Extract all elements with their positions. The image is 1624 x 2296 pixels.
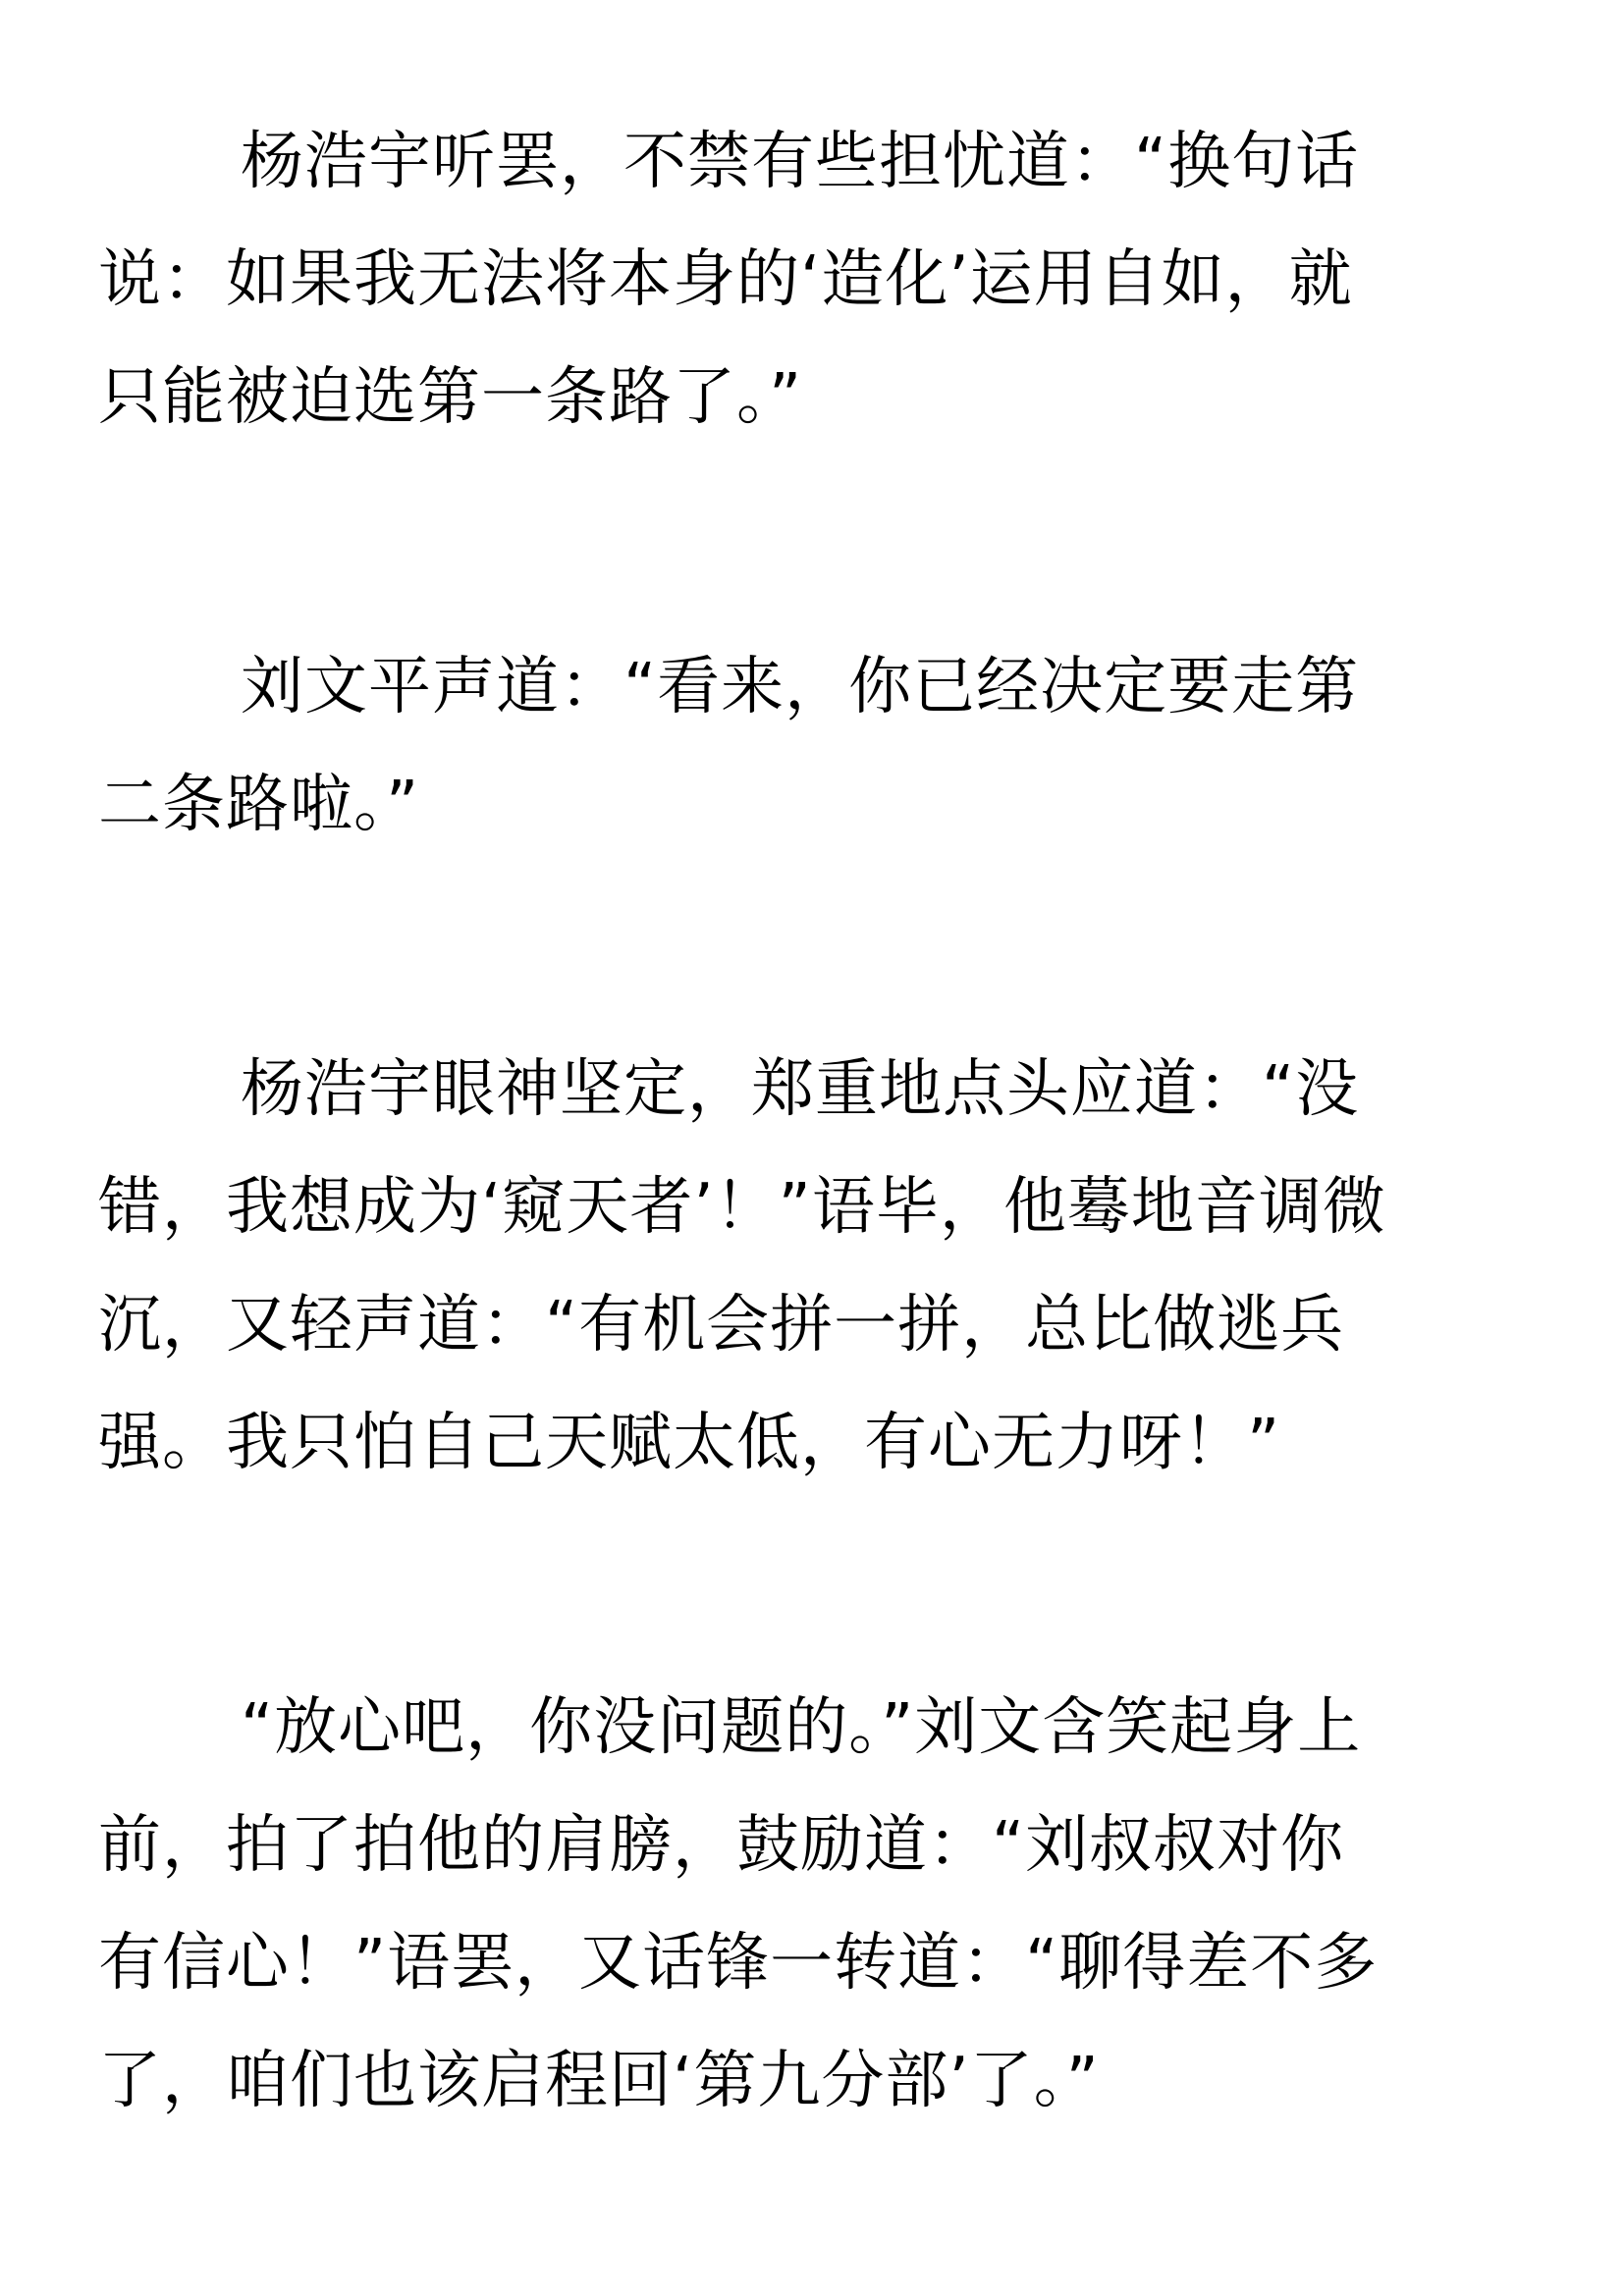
paragraph-line: 二条路啦。” (98, 769, 420, 841)
paragraph-line: 只能被迫选第一条路了。” (98, 361, 803, 434)
paragraph-line: 沉，又轻声道：“有机会拼一拼，总比做逃兵 (98, 1289, 1345, 1362)
paragraph-line: 杨浩宇听罢，不禁有些担忧道：“换句话 (241, 126, 1360, 198)
paragraph-line: 错，我想成为‘窥天者’！”语毕，他蓦地音调微 (98, 1171, 1386, 1244)
paragraph-line: “放心吧，你没问题的。”刘文含笑起身上 (241, 1691, 1362, 1764)
paragraph-line: 刘文平声道：“看来，你已经决定要走第 (241, 651, 1360, 723)
paragraph-line: 前，拍了拍他的肩膀，鼓励道：“刘叔叔对你 (98, 1809, 1345, 1882)
paragraph-line: 说：如果我无法将本身的‘造化’运用自如，就 (98, 243, 1353, 316)
paragraph-line: 强。我只怕自己天赋太低，有心无力呀！” (98, 1407, 1281, 1479)
paragraph-line: 杨浩宇眼神坚定，郑重地点头应道：“没 (241, 1053, 1360, 1126)
paragraph-line: 了，咱们也该启程回‘第九分部’了。” (98, 2045, 1100, 2117)
paragraph-line: 有信心！”语罢，又话锋一转道：“聊得差不多 (98, 1927, 1379, 2000)
